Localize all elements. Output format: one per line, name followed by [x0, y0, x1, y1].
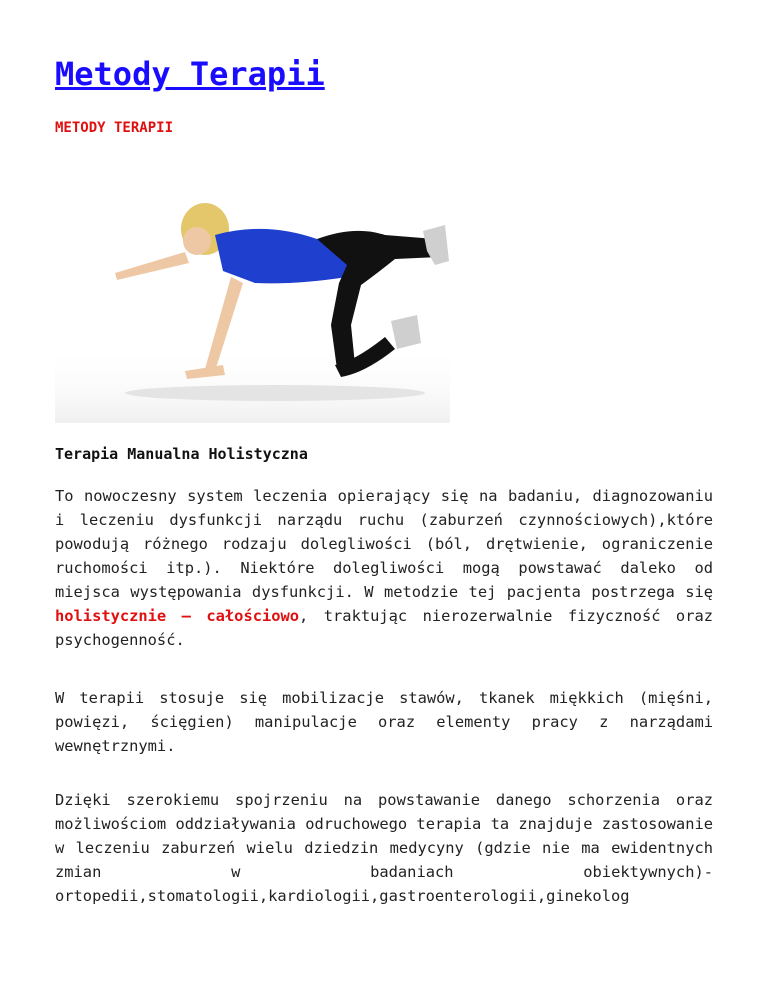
- photo-floor-shoe: [391, 315, 421, 349]
- paragraph-1: [55, 484, 713, 652]
- photo-extended-arm: [115, 252, 189, 280]
- photo-face: [183, 227, 211, 255]
- photo-shadow: [125, 385, 425, 401]
- subtitle: METODY TERAPII: [55, 120, 174, 136]
- photo-floor: [55, 345, 450, 423]
- page-title-link[interactable]: Metody Terapii: [55, 55, 325, 93]
- paragraph-3: Dzięki szerokiemu spojrzeniu na powstawanie danego schorzenia oraz możliwościom oddziaływania odruchowego terapia ta znajduje zastosowanie w leczeniu zaburzeń wielu dziedzin medycyny (gdzie nie ma ewidentnych zmian w badaniach obiektywnych)-ortopedii,stomatologii,kardiologii,gastroenterologii,ginekolog: [55, 791, 713, 905]
- paragraph-1-accent: holistycznie – całościowo: [55, 607, 300, 625]
- paragraph-2: W terapii stosuje się mobilizacje stawów, tkanek miękkich (mięśni, powięzi, ścięgien) manipulacje oraz elementy pracy z narządami wewnętrznymi.: [55, 689, 713, 755]
- section-heading: Terapia Manualna Holistyczna: [55, 445, 308, 463]
- paragraph-1-tail: , traktując nierozerwalnie fizyczność oraz psychogenność.: [55, 607, 713, 649]
- photo-raised-shoe: [423, 225, 449, 265]
- paragraph-1-text: To nowoczesny system leczenia opierający się na badaniu, diagnozowaniu i leczeniu dysfunkcji narządu ruchu (zaburzeń czynnościowych),które powodują różnego rodzaju dolegliwości (ból, drętwienie, ograniczenie ruchomości itp.). Niektóre dolegliwości mogą powstawać daleko od miejsca występowania dysfunkcji. W metodzie tej pacjenta postrzega się: [55, 487, 713, 601]
- exercise-photo: [55, 165, 450, 423]
